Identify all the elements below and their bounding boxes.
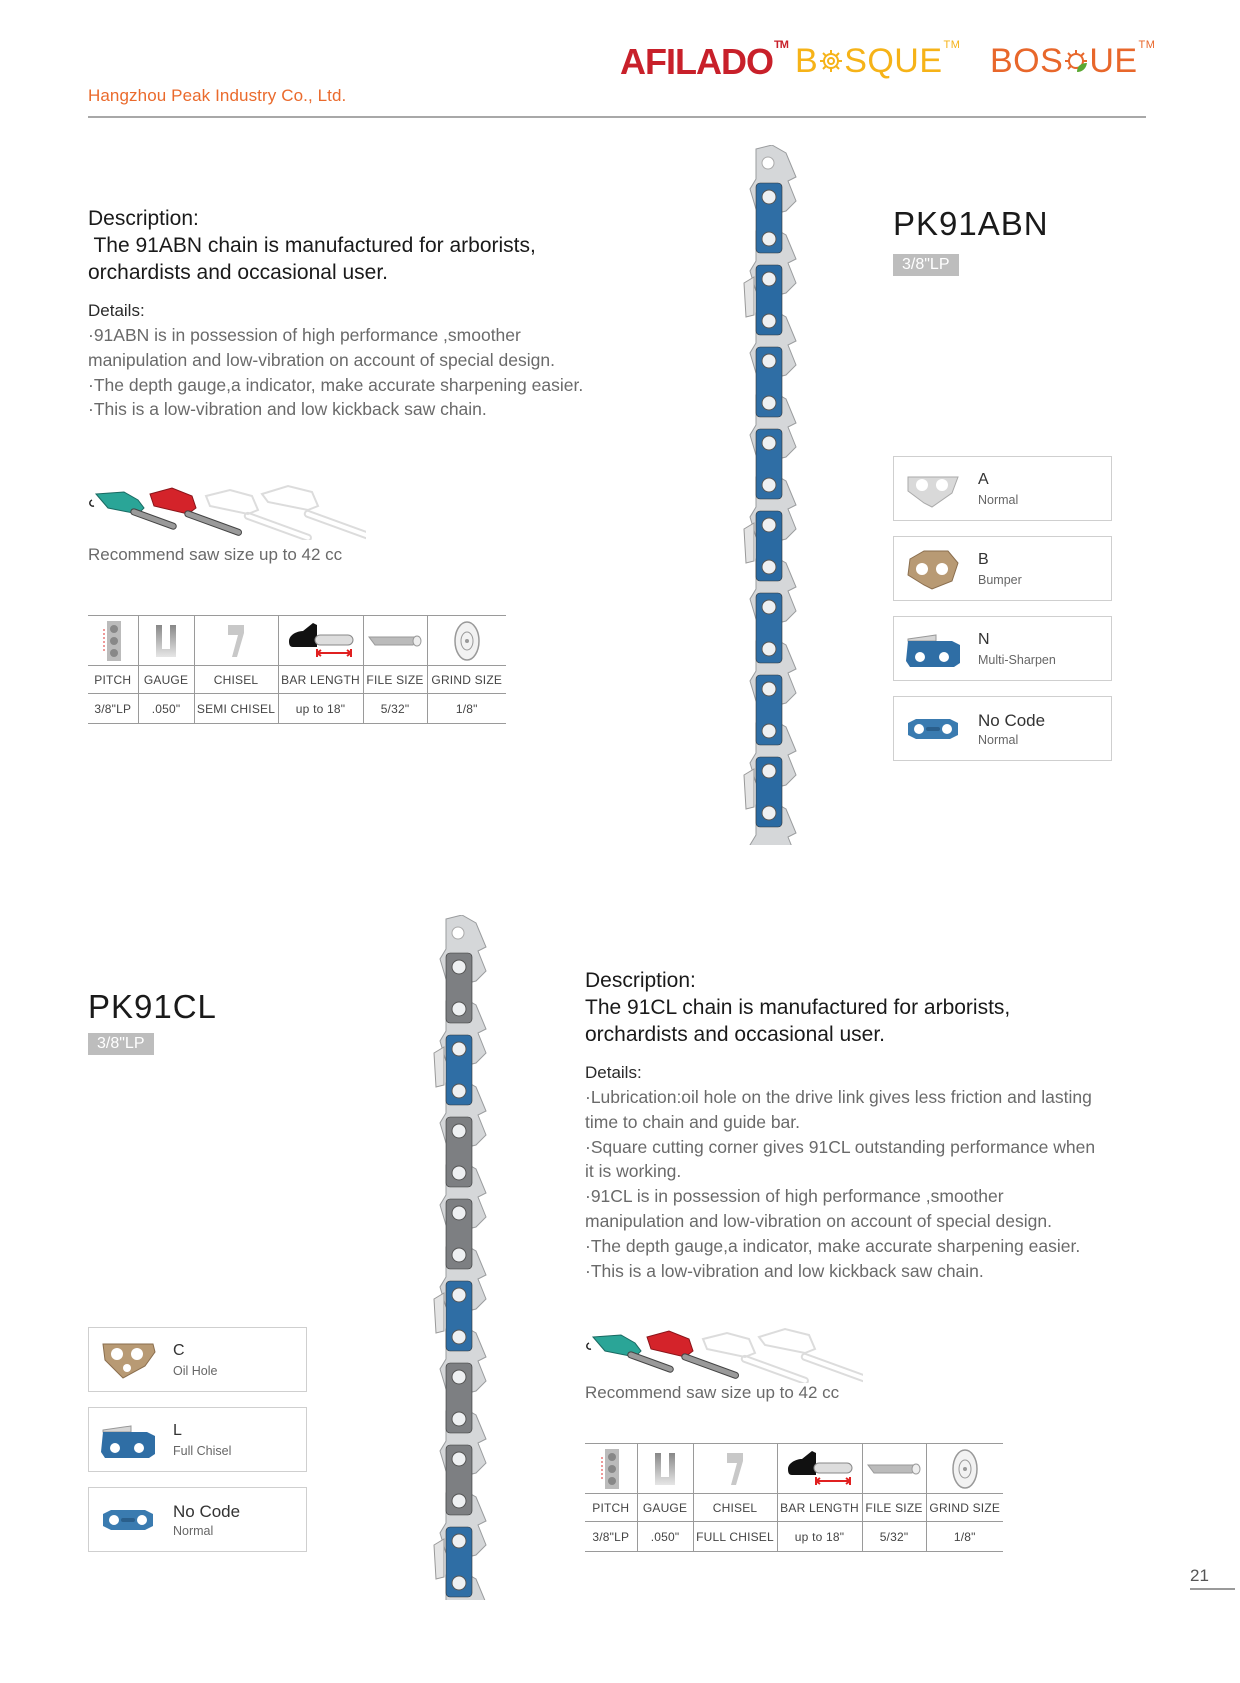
chain-drive-link bbox=[446, 1199, 472, 1269]
chain-cutter-link bbox=[744, 511, 782, 581]
details-line: time to chain and guide bar. bbox=[585, 1111, 801, 1132]
spec-value-pitch: 3/8"LP bbox=[585, 1522, 637, 1552]
chain-cutter-link bbox=[434, 1035, 472, 1105]
product-1-description bbox=[88, 205, 583, 422]
chain-drive-link bbox=[756, 347, 782, 417]
spec-table-pk91abn bbox=[88, 615, 506, 724]
cutter-blue-icon bbox=[97, 1418, 159, 1462]
cutter-option-card bbox=[893, 616, 1112, 681]
details-line: ·91ABN is in possession of high performance ,smoother bbox=[88, 325, 521, 345]
chain-drive-link bbox=[446, 1117, 472, 1187]
spec-value-chisel: FULL CHISEL bbox=[693, 1522, 777, 1552]
details-label: Details: bbox=[88, 301, 145, 320]
file-icon bbox=[866, 1462, 922, 1476]
tie-strap-silver-icon bbox=[902, 467, 964, 511]
details-line: ·The depth gauge,a indicator, make accurate sharpening easier. bbox=[88, 374, 584, 395]
cutter-option-card bbox=[88, 1407, 307, 1472]
chain-image-pk91abn bbox=[728, 145, 818, 845]
drive-link-blue-icon bbox=[902, 707, 964, 751]
logo-bosque-gear bbox=[795, 39, 961, 80]
spec-header-bar-length: BAR LENGTH bbox=[278, 666, 363, 694]
details-line: ·91CL is in possession of high performance ,smoother bbox=[585, 1186, 1004, 1207]
details-line: ·Lubrication:oil hole on the drive link gives less friction and lasting bbox=[585, 1087, 1092, 1107]
cutter-option-card bbox=[88, 1487, 307, 1552]
cutter-desc: Full Chisel bbox=[173, 1444, 232, 1458]
description-line: The 91CL chain is manufactured for arborists, bbox=[585, 996, 1011, 1019]
logo-afilado bbox=[620, 39, 788, 82]
description-line: orchardists and occasional user. bbox=[585, 1023, 885, 1046]
trademark-mark: TM bbox=[1138, 39, 1156, 51]
chain-drive-link bbox=[756, 593, 782, 663]
chain-drive-link bbox=[756, 429, 782, 499]
details-line: ·Square cutting corner gives 91CL outstanding performance when bbox=[585, 1136, 1096, 1157]
grind-size-icon-cell bbox=[427, 616, 506, 666]
grind-size-icon-cell bbox=[926, 1444, 1003, 1494]
chainsaw-electric-red-icon bbox=[150, 488, 242, 536]
logo-afilado-text: AFILADO bbox=[620, 41, 773, 82]
company-name: Hangzhou Peak Industry Co., Ltd. bbox=[88, 86, 347, 105]
tie-strap-bronze-icon bbox=[902, 547, 964, 591]
header-divider bbox=[88, 116, 1146, 118]
cutter-option-card bbox=[893, 456, 1112, 521]
spec-value-bar-length: up to 18" bbox=[278, 694, 363, 724]
chain-image-pk91cl bbox=[418, 915, 508, 1600]
spec-value-file-size: 5/32" bbox=[363, 694, 427, 724]
cutter-desc: Normal bbox=[978, 733, 1019, 747]
pitch-icon-cell bbox=[585, 1444, 637, 1494]
cutter-desc: Normal bbox=[173, 1524, 214, 1538]
model-title: PK91CL bbox=[88, 988, 217, 1025]
description-line: orchardists and occasional user. bbox=[88, 261, 388, 284]
chain-drive-link bbox=[446, 953, 472, 1023]
chain-drive-link bbox=[756, 675, 782, 745]
chain-drive-link bbox=[446, 1445, 472, 1515]
bar-length-icon bbox=[784, 1449, 856, 1489]
chain-cutter-link bbox=[744, 757, 782, 827]
page-number: 21 bbox=[1190, 1566, 1209, 1585]
pitch-icon bbox=[596, 1447, 626, 1491]
logo-text-part: UE bbox=[1089, 42, 1138, 80]
description-line: The 91ABN chain is manufactured for arborists, bbox=[88, 234, 536, 257]
file-icon bbox=[367, 634, 423, 648]
cutter-code: N bbox=[978, 631, 990, 648]
details-line: manipulation and low-vibration on account of special design. bbox=[585, 1210, 1052, 1231]
details-line: ·This is a low-vibration and low kickback saw chain. bbox=[585, 1260, 984, 1281]
chainsaw-gas-faded-icon bbox=[206, 490, 312, 540]
logo-text-part: B bbox=[795, 42, 819, 80]
bar-length-icon-cell bbox=[777, 1444, 862, 1494]
spec-header-chisel: CHISEL bbox=[693, 1494, 777, 1522]
grinding-wheel-icon bbox=[452, 619, 482, 663]
spec-value-pitch: 3/8"LP bbox=[88, 694, 138, 724]
spec-value-grind-size: 1/8" bbox=[427, 694, 506, 724]
details-line: ·The depth gauge,a indicator, make accurate sharpening easier. bbox=[585, 1235, 1081, 1256]
model-title: PK91ABN bbox=[893, 205, 1049, 242]
cutter-code: B bbox=[978, 551, 989, 568]
page-number-underline bbox=[1190, 1588, 1235, 1590]
details-line: ·This is a low-vibration and low kickback saw chain. bbox=[88, 399, 487, 420]
details-line: it is working. bbox=[585, 1161, 682, 1182]
chisel-icon-cell bbox=[194, 616, 278, 666]
spec-header-gauge: GAUGE bbox=[138, 666, 194, 694]
chain-drive-link bbox=[446, 1363, 472, 1433]
gear-leaf-icon bbox=[1063, 48, 1089, 74]
pitch-icon-cell bbox=[88, 616, 138, 666]
cutter-code: L bbox=[173, 1422, 182, 1439]
chainsaw-electric-red-icon bbox=[647, 1331, 739, 1379]
spec-value-gauge: .050" bbox=[637, 1522, 693, 1552]
spec-value-file-size: 5/32" bbox=[862, 1522, 926, 1552]
cutter-option-card bbox=[88, 1327, 307, 1392]
saw-size-chainsaws-icon bbox=[86, 480, 366, 540]
spec-header-pitch: PITCH bbox=[88, 666, 138, 694]
chain-cutter-link bbox=[434, 1527, 472, 1597]
spec-header-file-size: FILE SIZE bbox=[862, 1494, 926, 1522]
chisel-icon bbox=[725, 1451, 745, 1487]
product-2-description bbox=[585, 967, 1095, 1283]
spec-table-pk91cl bbox=[585, 1443, 1003, 1552]
spec-value-grind-size: 1/8" bbox=[926, 1522, 1003, 1552]
file-size-icon-cell bbox=[862, 1444, 926, 1494]
bar-length-icon bbox=[285, 621, 357, 661]
recommend-saw-size: Recommend saw size up to 42 cc bbox=[585, 1383, 840, 1402]
gauge-icon bbox=[154, 623, 178, 659]
chainsaw-gas-large-faded-icon bbox=[262, 486, 366, 540]
chisel-icon bbox=[226, 623, 246, 659]
cutter-code: C bbox=[173, 1342, 185, 1359]
cutter-desc: Multi-Sharpen bbox=[978, 653, 1056, 667]
spec-header-gauge: GAUGE bbox=[637, 1494, 693, 1522]
tie-strap-bronze-oil-icon bbox=[97, 1338, 159, 1382]
chisel-icon-cell bbox=[693, 1444, 777, 1494]
chainsaw-gas-large-faded-icon bbox=[759, 1329, 863, 1383]
description-label: Description: bbox=[585, 969, 696, 992]
recommend-saw-size: Recommend saw size up to 42 cc bbox=[88, 545, 343, 564]
gauge-icon-cell bbox=[138, 616, 194, 666]
cutter-option-card bbox=[893, 536, 1112, 601]
logo-bosque-leaf bbox=[990, 39, 1156, 80]
file-size-icon-cell bbox=[363, 616, 427, 666]
chain-drive-link bbox=[756, 183, 782, 253]
details-label: Details: bbox=[585, 1063, 642, 1082]
spec-header-grind-size: GRIND SIZE bbox=[926, 1494, 1003, 1522]
bar-length-icon-cell bbox=[278, 616, 363, 666]
pitch-badge: 3/8"LP bbox=[88, 1033, 154, 1055]
trademark-mark: TM bbox=[773, 39, 788, 51]
spec-header-pitch: PITCH bbox=[585, 1494, 637, 1522]
gear-icon bbox=[818, 48, 844, 74]
spec-header-grind-size: GRIND SIZE bbox=[427, 666, 506, 694]
cutter-desc: Normal bbox=[978, 493, 1019, 507]
gauge-icon bbox=[653, 1451, 677, 1487]
pitch-icon bbox=[98, 619, 128, 663]
chainsaw-gas-faded-icon bbox=[703, 1333, 809, 1383]
drive-link-blue-icon bbox=[97, 1498, 159, 1542]
logo-text-part: BOS bbox=[990, 42, 1064, 80]
logo-text-part: SQUE bbox=[844, 42, 943, 80]
spec-header-chisel: CHISEL bbox=[194, 666, 278, 694]
cutter-code: No Code bbox=[173, 1502, 241, 1521]
gauge-icon-cell bbox=[637, 1444, 693, 1494]
spec-header-file-size: FILE SIZE bbox=[363, 666, 427, 694]
saw-size-chainsaws-icon bbox=[583, 1323, 863, 1383]
cutter-desc: Oil Hole bbox=[173, 1364, 218, 1378]
spec-header-bar-length: BAR LENGTH bbox=[777, 1494, 862, 1522]
pitch-badge: 3/8"LP bbox=[893, 254, 959, 276]
trademark-mark: TM bbox=[943, 39, 961, 51]
chain-cutter-link bbox=[744, 265, 782, 335]
cutter-code: A bbox=[978, 471, 989, 488]
details-line: manipulation and low-vibration on account of special design. bbox=[88, 349, 555, 370]
cutter-blue-icon bbox=[902, 627, 964, 671]
grinding-wheel-icon bbox=[950, 1447, 980, 1491]
chain-cutter-link bbox=[434, 1281, 472, 1351]
cutter-option-card bbox=[893, 696, 1112, 761]
spec-value-gauge: .050" bbox=[138, 694, 194, 724]
spec-value-bar-length: up to 18" bbox=[777, 1522, 862, 1552]
cutter-desc: Bumper bbox=[978, 573, 1022, 587]
cutter-code: No Code bbox=[978, 711, 1046, 730]
description-label: Description: bbox=[88, 207, 199, 230]
spec-value-chisel: SEMI CHISEL bbox=[194, 694, 278, 724]
